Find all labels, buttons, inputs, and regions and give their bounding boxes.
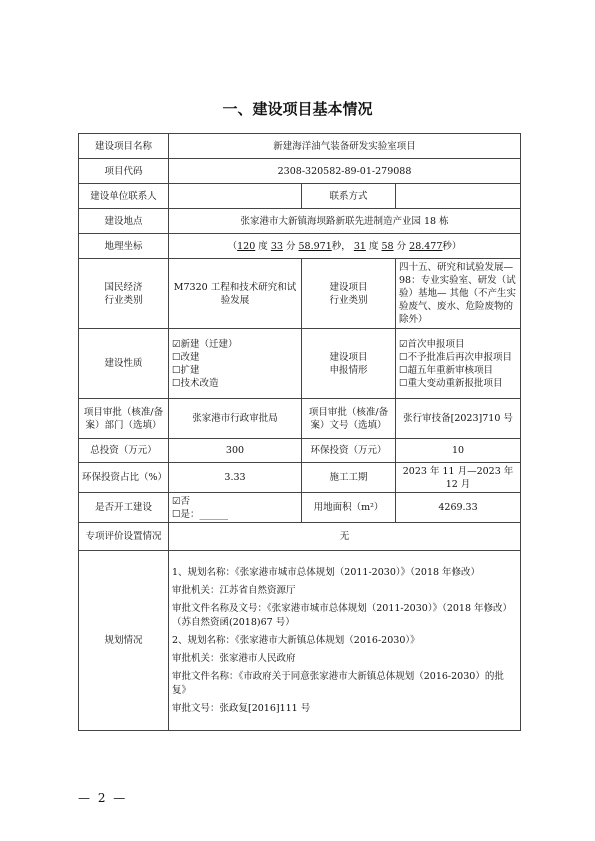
coord-open: （: [227, 240, 238, 252]
plan-content: [169, 551, 521, 731]
plan-line: 审批机关：江苏省自然资源厅: [172, 584, 296, 596]
coord-label: 地理坐标: [79, 234, 169, 259]
area-label: 用地面积（m²）: [302, 493, 396, 523]
sec-unit: 秒，: [331, 240, 351, 252]
contact-method-label: 联系方式: [302, 184, 396, 209]
contact-method-value: [396, 184, 521, 209]
lat-deg: 31: [353, 240, 366, 252]
approval-dept-value: 张家港市行政审批局: [169, 399, 302, 439]
min-unit: 分: [396, 240, 407, 252]
name-value: 新建海洋油气装备研发实验室项目: [169, 134, 521, 159]
report-option-resubmit: ☐不予批准后再次申报项目: [399, 351, 513, 363]
nature-options: [169, 329, 302, 399]
period-label: 施工工期: [302, 463, 396, 493]
lat-min: 58: [381, 240, 394, 252]
project-type-value: 四十五、研究和试验发展—98：专业实验室、研发（试验）基地— 其他（不产生实验废气、废水、危险废物的除外）: [396, 259, 521, 329]
table-row: [79, 134, 521, 159]
approval-no-value: 张行审技备[2023]710 号: [396, 399, 521, 439]
plan-line: 审批文号：张政复[2016]111 号: [172, 702, 311, 714]
site-label: 建设地点: [79, 209, 169, 234]
table-row: [79, 493, 521, 523]
plan-line: 1、规划名称：《张家港市城市总体规划（2011-2030）》（2018 年修改）: [172, 566, 481, 578]
table-row: [79, 551, 521, 731]
table-row: [79, 329, 521, 399]
code-value: 2308-320582-89-01-279088: [169, 159, 521, 184]
table-row: [79, 209, 521, 234]
report-label: 建设项目 申报情形: [302, 329, 396, 399]
env-invest-label: 环保投资（万元）: [302, 439, 396, 463]
table-row: [79, 463, 521, 493]
site-value: 张家港市大新镇海坝路新联先进制造产业园 18 栋: [169, 209, 521, 234]
nature-option-tech: ☐技术改造: [172, 377, 219, 389]
invest-label: 总投资（万元）: [79, 439, 169, 463]
nature-option-rebuild: ☐改建: [172, 351, 200, 363]
industry-label: 国民经济 行业类别: [79, 259, 169, 329]
lon-deg: 120: [237, 240, 256, 252]
plan-line: 审批机关：张家港市人民政府: [172, 652, 296, 664]
lon-sec: 58.971: [298, 240, 332, 252]
industry-value: M7320 工程和技术研究和试验发展: [169, 259, 302, 329]
project-info-table: [78, 133, 521, 731]
project-type-label: 建设项目 行业类别: [302, 259, 396, 329]
section-title: 一、建设项目基本情况: [222, 100, 373, 118]
plan-line: 审批文件名称：《市政府关于同意张家港市大新镇总体规划（2016-2030）的批复》: [172, 670, 504, 696]
report-option-first: ☑首次申报项目: [399, 338, 465, 350]
lat-sec: 28.477: [409, 240, 443, 252]
table-row: [79, 184, 521, 209]
code-label: 项目代码: [79, 159, 169, 184]
report-options: [396, 329, 521, 399]
started-option-yes: ☐是：______: [172, 508, 229, 520]
name-label: 建设项目名称: [79, 134, 169, 159]
nature-option-new: ☑新建（迁建）: [172, 338, 238, 350]
contact-label: 建设单位联系人: [79, 184, 169, 209]
min-unit: 分: [285, 240, 296, 252]
deg-unit: 度: [258, 240, 268, 252]
env-invest-value: 10: [396, 439, 521, 463]
sec-unit: 秒）: [442, 240, 462, 252]
coord-value: [169, 234, 521, 259]
report-option-five-year: ☐超五年重新审核项目: [399, 364, 494, 376]
page-number: — 2 —: [78, 791, 128, 805]
table-row: [79, 439, 521, 463]
plan-label: 规划情况: [79, 551, 169, 731]
special-value: 无: [169, 523, 521, 551]
table-row: [79, 523, 521, 551]
ratio-label: 环保投资占比（%）: [79, 463, 169, 493]
started-option-no: ☑否: [172, 495, 191, 507]
deg-unit: 度: [368, 240, 379, 252]
invest-value: 300: [169, 439, 302, 463]
table-row: [79, 159, 521, 184]
started-options: [169, 493, 302, 523]
plan-line: 审批文件名称及文号：《张家港市城市总体规划（2011-2030）》（2018 年修改）（苏自然资函(2018)67 号）: [172, 602, 513, 628]
started-label: 是否开工建设: [79, 493, 169, 523]
nature-label: 建设性质: [79, 329, 169, 399]
report-option-major-change: ☐重大变动重新报批项目: [399, 377, 503, 389]
table-row: [79, 259, 521, 329]
approval-no-label: 项目审批（核准/备案）文号（选填）: [302, 399, 396, 439]
nature-option-expand: ☐扩建: [172, 364, 200, 376]
contact-value: [169, 184, 302, 209]
lon-min: 33: [270, 240, 283, 252]
area-value: 4269.33: [396, 493, 521, 523]
special-label: 专项评价设置情况: [79, 523, 169, 551]
period-value: 2023 年 11 月—2023 年 12 月: [396, 463, 521, 493]
approval-dept-label: 项目审批（核准/备案）部门（选填）: [79, 399, 169, 439]
plan-line: 2、规划名称：《张家港市大新镇总体规划（2016-2030）》: [172, 634, 420, 646]
table-row: [79, 234, 521, 259]
ratio-value: 3.33: [169, 463, 302, 493]
table-row: [79, 399, 521, 439]
